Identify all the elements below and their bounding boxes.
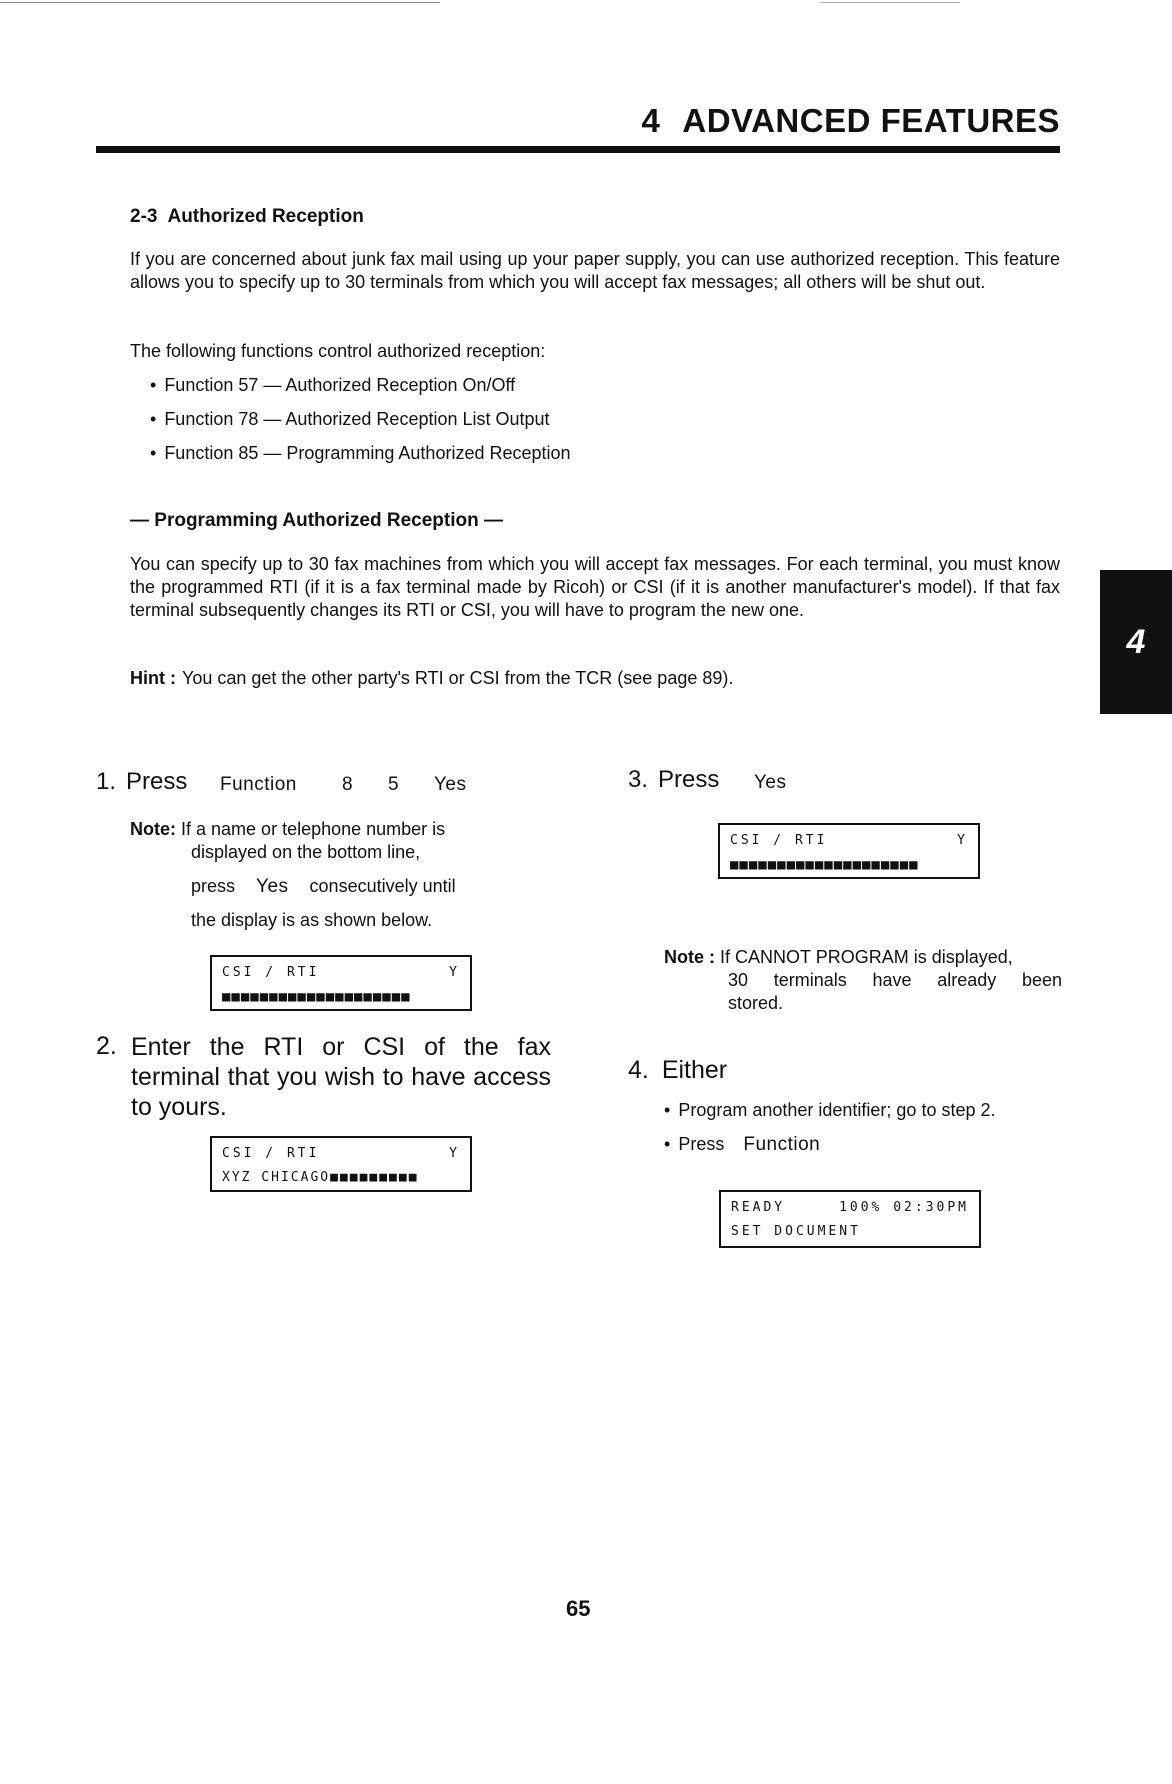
lcd-display: CSI / RTI Y XYZ CHICAGO■■■■■■■■■	[210, 1136, 472, 1192]
note-label: Note :	[664, 947, 715, 967]
section-title-text: Authorized Reception	[167, 206, 364, 227]
hint	[130, 668, 733, 689]
step-3-note: Note : If CANNOT PROGRAM is displayed,	[664, 947, 1013, 967]
intro-paragraph: If you are concerned about junk fax mail using up your paper supply, you can use authorized reception. This feature allows you to specify up to 30 terminals from which you will accept fax messages; all others will be shut out.	[130, 249, 1060, 292]
lcd-display: CSI / RTI Y ■■■■■■■■■■■■■■■■■■■■	[210, 955, 472, 1011]
subheading: — Programming Authorized Reception —	[130, 510, 503, 531]
header-rule	[96, 146, 1060, 153]
step-number: 1.	[96, 768, 117, 795]
lcd-display: CSI / RTI Y ■■■■■■■■■■■■■■■■■■■■	[718, 823, 980, 879]
chapter-side-tab: 4	[1100, 570, 1172, 714]
key-8: 8	[342, 774, 354, 795]
yes-key: Yes	[256, 876, 289, 897]
step-4-heading	[628, 1056, 727, 1085]
step-1-note: Note: If a name or telephone number is displayed on the bottom line,	[130, 819, 446, 862]
step-3-heading	[628, 766, 719, 794]
bullet-icon: •	[150, 409, 157, 429]
yes-key: Yes	[754, 772, 787, 793]
function-key: Function	[743, 1134, 821, 1155]
step-4-title: Either	[661, 1056, 728, 1084]
step-press: Press	[658, 766, 720, 793]
function-list	[150, 372, 571, 474]
list-item: • Function 78 — Authorized Reception List Output	[150, 409, 550, 429]
bullet-icon: •	[150, 375, 157, 395]
hint-text: You can get the other party's RTI or CSI from the TCR (see page 89).	[181, 668, 734, 688]
bullet-icon: •	[150, 443, 157, 463]
step-1-note-press: press Yes consecutively until	[191, 876, 456, 897]
yes-key: Yes	[434, 774, 467, 795]
bullet-icon: •	[664, 1100, 671, 1120]
list-item: • Program another identifier; go to step 2.	[664, 1100, 996, 1120]
step-number: 3.	[628, 766, 649, 793]
page-number: 65	[566, 1596, 591, 1621]
note-label: Note:	[130, 819, 176, 839]
key-5: 5	[388, 774, 400, 795]
step-press: Press	[126, 768, 188, 795]
lcd-display: READY 100% 02:30PM SET DOCUMENT	[719, 1190, 981, 1248]
step-2-number: 2.	[96, 1032, 117, 1060]
step-number: 4.	[628, 1056, 649, 1084]
top-scan-rule-left	[0, 2, 440, 3]
chapter-heading	[642, 102, 1060, 140]
list-item: • Function 57 — Authorized Reception On/Off	[150, 375, 516, 395]
list-item: • Press Function	[664, 1134, 821, 1155]
chapter-title: ADVANCED FEATURES	[682, 102, 1060, 139]
step-3-note-line3: stored.	[728, 993, 784, 1013]
step-1-heading	[96, 768, 187, 796]
chapter-number: 4	[641, 102, 661, 139]
functions-intro: The following functions control authorized reception:	[130, 341, 546, 361]
bullet-icon: •	[664, 1134, 671, 1154]
step-2-text: Enter the RTI or CSI of the fax terminal that you wish to have access to yours.	[131, 1033, 551, 1121]
step-1-note-end: the display is as shown below.	[191, 910, 433, 930]
hint-label: Hint :	[130, 668, 176, 688]
section-title	[130, 206, 364, 228]
function-key: Function	[220, 774, 297, 795]
section-number: 2-3	[130, 206, 158, 227]
body-paragraph: You can specify up to 30 fax machines from which you will accept fax messages. For each terminal, you must know the programmed RTI (if it is a fax terminal made by Ricoh) or CSI (if it is another manufacturer's model). If that fax terminal subsequently changes its RTI or CSI, you will have to program the new one.	[130, 554, 1060, 620]
list-item: • Function 85 — Programming Authorized Reception	[150, 443, 571, 463]
step-3-note-line2: 30 terminals have already been	[728, 970, 1062, 990]
top-scan-rule-right	[820, 2, 960, 3]
